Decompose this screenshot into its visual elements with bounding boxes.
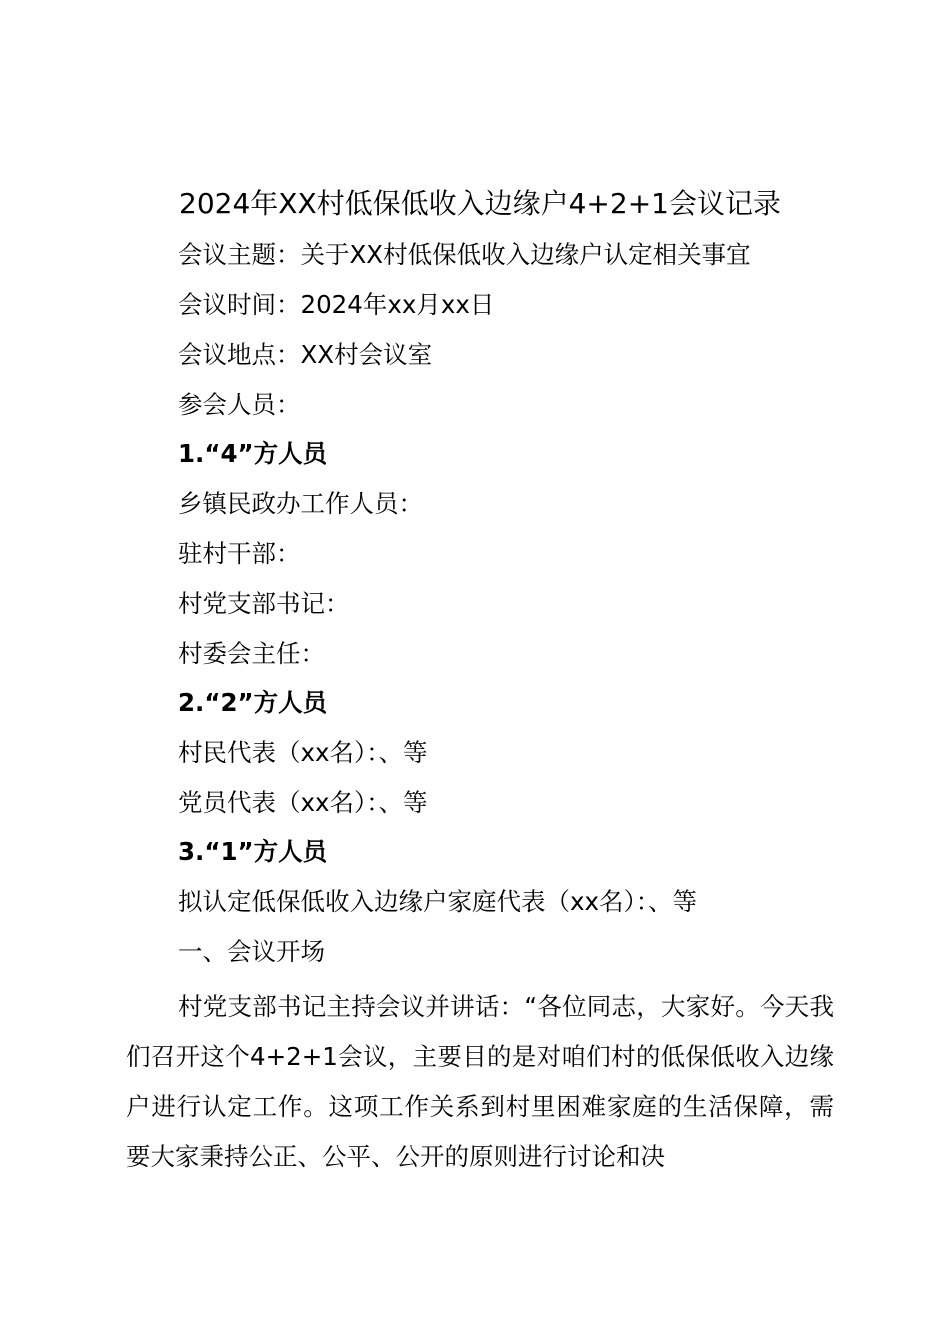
group-4-heading: 1.“4”方人员 bbox=[178, 439, 328, 468]
meeting-place: 会议地点：XX村会议室 bbox=[178, 340, 433, 369]
group-2-item: 村民代表（xx名）：、等 bbox=[178, 738, 428, 767]
group-4-item: 村党支部书记： bbox=[178, 589, 350, 618]
meeting-topic: 会议主题：关于XX村低保低收入边缘户认定相关事宜 bbox=[178, 240, 751, 269]
group-2-heading: 2.“2”方人员 bbox=[178, 688, 328, 717]
section-1-heading: 一、会议开场 bbox=[178, 937, 325, 966]
group-1-item: 拟认定低保低收入边缘户家庭代表（xx名）：、等 bbox=[178, 887, 697, 916]
document-title: 2024年XX村低保低收入边缘户4+2+1会议记录 bbox=[179, 187, 781, 220]
group-4-item: 驻村干部： bbox=[178, 539, 301, 568]
group-4-item: 村委会主任： bbox=[178, 639, 325, 668]
meeting-time: 会议时间：2024年xx月xx日 bbox=[178, 290, 495, 319]
section-1-paragraph: 村党支部书记主持会议并讲话：“各位同志，大家好。今天我们召开这个4+2+1会议，主要目的是对咱们村的低保低收入边缘户进行认定工作。这项工作关系到村里困难家庭的生活保障，需要大家秉持公正、公平、公开的原则进行讨论和决 bbox=[126, 992, 834, 1171]
group-1-heading: 3.“1”方人员 bbox=[178, 837, 328, 866]
attendees-label: 参会人员： bbox=[178, 390, 301, 419]
group-4-item: 乡镇民政办工作人员： bbox=[178, 489, 423, 518]
group-2-item: 党员代表（xx名）：、等 bbox=[178, 788, 428, 817]
